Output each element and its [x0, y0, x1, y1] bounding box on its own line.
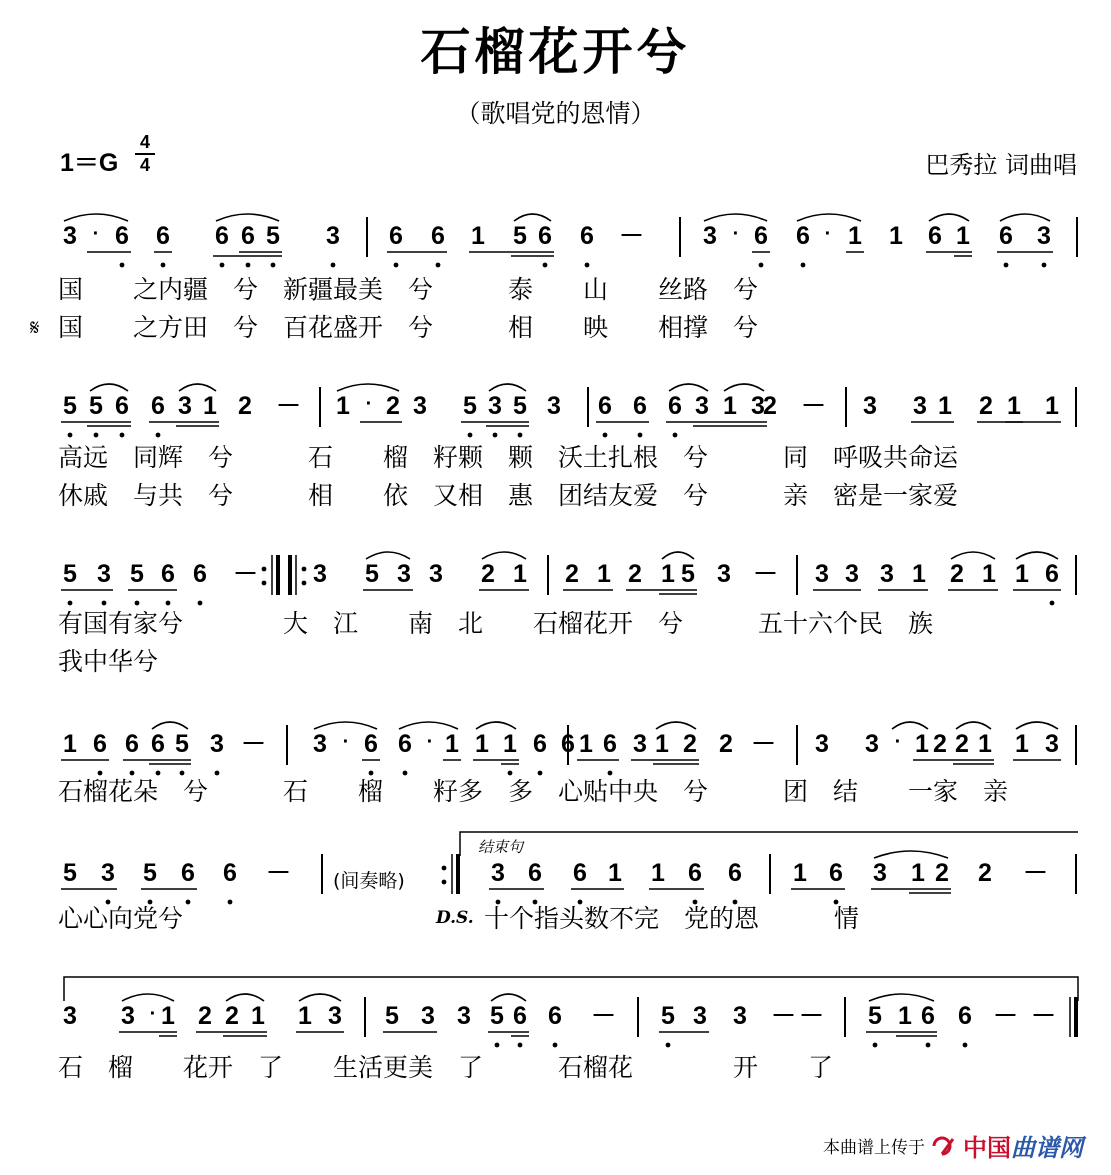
slur — [64, 214, 128, 221]
note: 6 — [688, 859, 702, 887]
note: 2 — [763, 392, 777, 420]
note: 1 — [898, 1002, 912, 1030]
note: 3 — [313, 560, 327, 588]
dash: － — [801, 392, 827, 420]
note: 3 — [397, 560, 411, 588]
lyrics-verse-2: 我中华兮 — [58, 647, 159, 676]
note: 3 — [413, 392, 427, 420]
low-octave-dot — [518, 433, 523, 438]
dash: － — [993, 1002, 1019, 1030]
note: 6 — [364, 730, 378, 758]
note: 6 — [215, 222, 229, 250]
note: 2 — [683, 730, 697, 758]
low-octave-dot — [161, 263, 166, 268]
lyrics-verse-1: 国 之内疆 兮 新疆最美 兮 泰 山 丝路 兮 — [58, 275, 759, 304]
note: · — [92, 223, 100, 245]
note: 3 — [457, 1002, 471, 1030]
note: 2 — [933, 730, 947, 758]
slur — [179, 384, 216, 391]
dash: － — [1031, 1002, 1057, 1030]
note: 1 — [445, 730, 459, 758]
note: 6 — [603, 730, 617, 758]
slur — [929, 214, 969, 221]
note: 2 — [238, 392, 252, 420]
note: 6 — [928, 222, 942, 250]
note: 1 — [1015, 730, 1029, 758]
low-octave-dot — [156, 433, 161, 438]
note: 1 — [1015, 560, 1029, 588]
low-octave-dot — [543, 263, 548, 268]
note: · — [149, 1003, 157, 1025]
note: 6 — [513, 1002, 527, 1030]
note: 1 — [1007, 392, 1021, 420]
note: 5 — [463, 392, 477, 420]
low-octave-dot — [102, 601, 107, 606]
note: 3 — [488, 392, 502, 420]
note: 6 — [398, 730, 412, 758]
note: 3 — [326, 222, 340, 250]
note: 6 — [573, 859, 587, 887]
slur — [514, 214, 551, 221]
note: 1 — [661, 560, 675, 588]
time-signature-top: 4 — [139, 132, 150, 152]
note: 3 — [121, 1002, 135, 1030]
note: 5 — [513, 222, 527, 250]
lyrics-verse-1: 石榴花朵 兮 石 榴 籽多 多 心贴中央 兮 团 结 一家 亲 — [58, 777, 1009, 806]
note: 6 — [538, 222, 552, 250]
note: 2 — [628, 560, 642, 588]
note: 3 — [633, 730, 647, 758]
slur — [956, 722, 991, 729]
note: 3 — [97, 560, 111, 588]
note: 3 — [815, 730, 829, 758]
slur — [662, 552, 694, 559]
low-octave-dot — [759, 263, 764, 268]
dash: － — [591, 1002, 617, 1030]
note: 3 — [873, 859, 887, 887]
note: · — [894, 731, 902, 753]
note: 6 — [223, 859, 237, 887]
note: 3 — [210, 730, 224, 758]
note: 5 — [130, 560, 144, 588]
note: 3 — [717, 560, 731, 588]
note: 1 — [471, 222, 485, 250]
note: 6 — [193, 560, 207, 588]
note: 3 — [703, 222, 717, 250]
note: 3 — [421, 1002, 435, 1030]
slur — [482, 552, 526, 559]
note: 3 — [845, 560, 859, 588]
note: 1 — [513, 560, 527, 588]
repeat-dot — [442, 880, 447, 885]
note: 6 — [561, 730, 575, 758]
low-octave-dot — [68, 433, 73, 438]
note: 5 — [365, 560, 379, 588]
note: 5 — [661, 1002, 675, 1030]
low-octave-dot — [436, 263, 441, 268]
note: 6 — [829, 859, 843, 887]
low-octave-dot — [271, 263, 276, 268]
note: 2 — [978, 859, 992, 887]
note: 1 — [655, 730, 669, 758]
low-octave-dot — [98, 771, 103, 776]
dash: － — [753, 560, 779, 588]
low-octave-dot — [468, 433, 473, 438]
note: 1 — [938, 392, 952, 420]
low-octave-dot — [963, 1043, 968, 1048]
note: 3 — [695, 392, 709, 420]
note: 3 — [491, 859, 505, 887]
low-octave-dot — [68, 601, 73, 606]
note: 1 — [336, 392, 350, 420]
dash: － — [233, 560, 259, 588]
note: 6 — [181, 859, 195, 887]
note: 5 — [490, 1002, 504, 1030]
low-octave-dot — [130, 771, 135, 776]
slur — [1016, 722, 1058, 729]
note: 6 — [115, 392, 129, 420]
note: 6 — [921, 1002, 935, 1030]
low-octave-dot — [135, 601, 140, 606]
note: 3 — [1045, 730, 1059, 758]
note: 6 — [161, 560, 175, 588]
note: 3 — [693, 1002, 707, 1030]
note: 3 — [733, 1002, 747, 1030]
song-title: 石榴花开兮 — [420, 22, 691, 81]
ending-label: 结束句 — [478, 838, 524, 856]
low-octave-dot — [156, 771, 161, 776]
low-octave-dot — [603, 433, 608, 438]
repeat-dot — [442, 866, 447, 871]
note: 5 — [89, 392, 103, 420]
note: 1 — [956, 222, 970, 250]
note: 3 — [63, 1002, 77, 1030]
composer-credit: 巴秀拉 词曲唱 — [925, 151, 1077, 179]
low-octave-dot — [1004, 263, 1009, 268]
note: 1 — [579, 730, 593, 758]
note: 3 — [547, 392, 561, 420]
low-octave-dot — [508, 771, 513, 776]
note: 6 — [528, 859, 542, 887]
note: · — [732, 223, 740, 245]
note: 1 — [63, 730, 77, 758]
note: 5 — [143, 859, 157, 887]
note: 5 — [175, 730, 189, 758]
note: 3 — [429, 560, 443, 588]
slur — [366, 552, 410, 559]
note: 2 — [955, 730, 969, 758]
ending-bracket — [0, 973, 1111, 1003]
low-octave-dot — [666, 1043, 671, 1048]
note: 5 — [681, 560, 695, 588]
footer-text: 本曲谱上传于 — [823, 1138, 925, 1158]
site-logo-icon — [931, 1135, 957, 1157]
low-octave-dot — [518, 1043, 523, 1048]
note: 2 — [565, 560, 579, 588]
repeat-dot — [302, 581, 307, 586]
repeat-dot — [302, 567, 307, 572]
dash: － — [619, 222, 645, 250]
note: 2 — [719, 730, 733, 758]
note: 6 — [796, 222, 810, 250]
note: 2 — [935, 859, 949, 887]
dash: － — [771, 1002, 797, 1030]
time-signature — [135, 133, 155, 175]
note: 6 — [580, 222, 594, 250]
note: 6 — [533, 730, 547, 758]
note: 6 — [389, 222, 403, 250]
note: 1 — [597, 560, 611, 588]
note: 3 — [313, 730, 327, 758]
repeat-dot — [262, 567, 267, 572]
note: 1 — [889, 222, 903, 250]
slur — [704, 214, 767, 221]
low-octave-dot — [369, 771, 374, 776]
note: 1 — [848, 222, 862, 250]
note: 1 — [1045, 392, 1059, 420]
note: 1 — [982, 560, 996, 588]
note: 3 — [63, 222, 77, 250]
note: 6 — [115, 222, 129, 250]
slur — [476, 722, 516, 729]
note: 6 — [999, 222, 1013, 250]
note: 6 — [548, 1002, 562, 1030]
note: 3 — [178, 392, 192, 420]
note: 5 — [868, 1002, 882, 1030]
lyrics-verse-2: 十个指头数不完 党的恩 情 — [484, 904, 860, 933]
note: 1 — [651, 859, 665, 887]
interlude-note: (间奏略) — [333, 870, 405, 892]
low-octave-dot — [638, 433, 643, 438]
low-octave-dot — [493, 433, 498, 438]
time-signature-bottom: 4 — [139, 155, 150, 175]
slur — [1016, 552, 1058, 559]
site-logo-main: 中国 — [963, 1134, 1011, 1162]
note: 1 — [298, 1002, 312, 1030]
low-octave-dot — [394, 263, 399, 268]
low-octave-dot — [228, 900, 233, 905]
note: 3 — [880, 560, 894, 588]
note: 3 — [328, 1002, 342, 1030]
slur — [669, 384, 708, 391]
slur — [951, 552, 995, 559]
dash: － — [1023, 859, 1049, 887]
low-octave-dot — [180, 771, 185, 776]
dal-segno-mark: D.S. — [436, 908, 474, 928]
note: 6 — [958, 1002, 972, 1030]
lyrics-verse-2: 国 之方田 兮 百花盛开 兮 相 映 相撑 兮 — [58, 313, 759, 342]
low-octave-dot — [220, 263, 225, 268]
note: 1 — [203, 392, 217, 420]
site-logo[interactable] — [963, 1128, 1083, 1163]
lyrics-verse-1: 有国有家兮 大 江 南 北 石榴花开 兮 五十六个民 族 — [58, 609, 934, 638]
low-octave-dot — [246, 263, 251, 268]
note: 1 — [915, 730, 929, 758]
dash: － — [241, 730, 267, 758]
note: 1 — [793, 859, 807, 887]
note: · — [365, 393, 373, 415]
low-octave-dot — [198, 601, 203, 606]
note: 3 — [863, 392, 877, 420]
note: 5 — [266, 222, 280, 250]
note: 1 — [475, 730, 489, 758]
low-octave-dot — [538, 771, 543, 776]
note: 6 — [754, 222, 768, 250]
note: 2 — [386, 392, 400, 420]
slur — [724, 384, 764, 391]
note: 2 — [481, 560, 495, 588]
note: · — [824, 223, 832, 245]
note: 6 — [728, 859, 742, 887]
slur — [1000, 214, 1050, 221]
note: 3 — [913, 392, 927, 420]
note: 6 — [633, 392, 647, 420]
slur — [892, 722, 928, 729]
lyrics-verse-1: 心心向党兮 — [58, 904, 184, 933]
note: 3 — [751, 392, 765, 420]
low-octave-dot — [94, 433, 99, 438]
note: 6 — [151, 730, 165, 758]
note: 2 — [198, 1002, 212, 1030]
note: 5 — [513, 392, 527, 420]
note: · — [426, 731, 434, 753]
note: 5 — [63, 392, 77, 420]
slur — [152, 722, 188, 729]
low-octave-dot — [1050, 601, 1055, 606]
note: 1 — [503, 730, 517, 758]
low-octave-dot — [120, 433, 125, 438]
low-octave-dot — [331, 263, 336, 268]
slur — [216, 214, 279, 221]
dash: － — [266, 859, 292, 887]
low-octave-dot — [186, 900, 191, 905]
note: 2 — [225, 1002, 239, 1030]
note: 6 — [151, 392, 165, 420]
dash: － — [276, 392, 302, 420]
low-octave-dot — [926, 1043, 931, 1048]
note: 6 — [241, 222, 255, 250]
note: 6 — [598, 392, 612, 420]
slur — [90, 384, 128, 391]
note: 6 — [431, 222, 445, 250]
key-signature: 1＝G — [60, 149, 119, 177]
notation-line — [0, 205, 1111, 285]
note: 1 — [978, 730, 992, 758]
low-octave-dot — [403, 771, 408, 776]
slur — [399, 722, 458, 729]
note: 1 — [911, 859, 925, 887]
note: 6 — [668, 392, 682, 420]
footer-credit — [823, 1128, 1083, 1163]
low-octave-dot — [166, 601, 171, 606]
segno-sign: 𝄋 — [30, 316, 40, 341]
note: · — [342, 731, 350, 753]
note: 2 — [979, 392, 993, 420]
low-octave-dot — [120, 263, 125, 268]
note: 1 — [161, 1002, 175, 1030]
lyrics-verse-1: 石 榴 花开 了 生活更美 了 石榴花 开 了 — [58, 1053, 834, 1082]
note: 3 — [101, 859, 115, 887]
lyrics-verse-1: 高远 同辉 兮 石 榴 籽颗 颗 沃土扎根 兮 同 呼吸共命运 — [58, 443, 959, 472]
note: 1 — [608, 859, 622, 887]
note: 3 — [1037, 222, 1051, 250]
note: 1 — [912, 560, 926, 588]
note: 3 — [815, 560, 829, 588]
slur — [489, 384, 526, 391]
note: 6 — [1045, 560, 1059, 588]
note: 5 — [385, 1002, 399, 1030]
note: 3 — [865, 730, 879, 758]
slur — [656, 722, 696, 729]
slur — [314, 722, 377, 729]
low-octave-dot — [873, 1043, 878, 1048]
note: 5 — [63, 560, 77, 588]
note: 1 — [251, 1002, 265, 1030]
repeat-dot — [262, 581, 267, 586]
note: 2 — [950, 560, 964, 588]
low-octave-dot — [801, 263, 806, 268]
low-octave-dot — [608, 771, 613, 776]
site-logo-sub: 曲谱网 — [1011, 1134, 1083, 1162]
note: 6 — [125, 730, 139, 758]
lyrics-verse-2: 休戚 与共 兮 相 依 又相 惠 团结友爱 兮 亲 密是一家爱 — [58, 481, 959, 510]
dash: － — [751, 730, 777, 758]
song-subtitle: （歌唱党的恩情） — [455, 99, 656, 128]
note: 6 — [93, 730, 107, 758]
slur — [797, 214, 861, 221]
low-octave-dot — [553, 1043, 558, 1048]
note: 1 — [723, 392, 737, 420]
low-octave-dot — [495, 1043, 500, 1048]
note: 6 — [156, 222, 170, 250]
low-octave-dot — [585, 263, 590, 268]
low-octave-dot — [1042, 263, 1047, 268]
low-octave-dot — [673, 433, 678, 438]
slur — [337, 384, 399, 391]
dash: － — [799, 1002, 825, 1030]
ending-bracket — [0, 828, 1111, 858]
low-octave-dot — [215, 771, 220, 776]
note: 5 — [63, 859, 77, 887]
